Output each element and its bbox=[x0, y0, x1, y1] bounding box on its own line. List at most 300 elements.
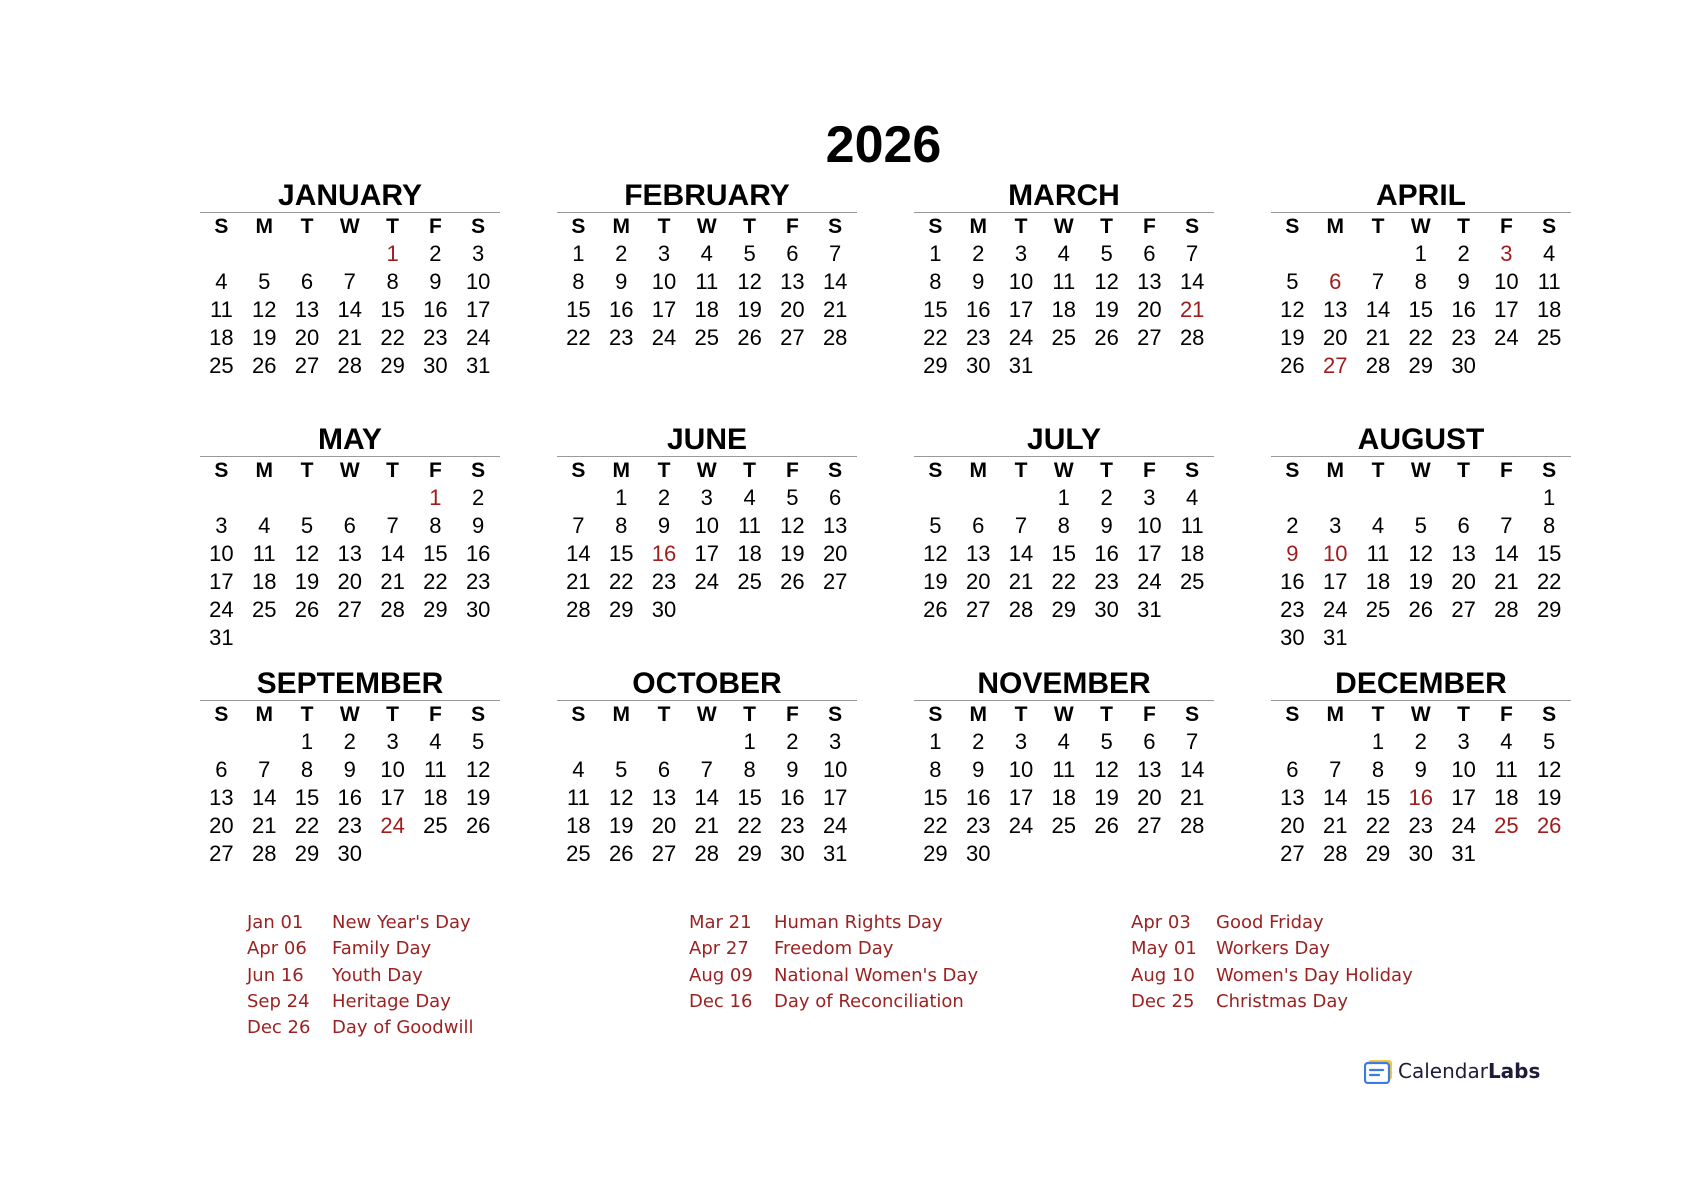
day-cell: 24 bbox=[1451, 813, 1476, 838]
day-cell: 30 bbox=[1280, 625, 1305, 650]
month-title: AUGUST bbox=[1357, 423, 1485, 456]
day-cell: 5 bbox=[1100, 729, 1113, 754]
weekday-header-row bbox=[200, 213, 500, 240]
day-cell: 17 bbox=[380, 785, 405, 810]
holiday-name: Heritage Day bbox=[332, 990, 451, 1012]
day-cell: 10 bbox=[1137, 513, 1162, 538]
week-row bbox=[1271, 624, 1571, 652]
week-row bbox=[200, 324, 500, 352]
week-row bbox=[200, 268, 500, 296]
week-row bbox=[200, 568, 500, 596]
day-cell: 13 bbox=[822, 513, 848, 538]
day-cell: 20 bbox=[965, 569, 991, 594]
weekday-header: M bbox=[255, 703, 273, 726]
weekday-header: M bbox=[612, 459, 630, 482]
day-cell: 6 bbox=[1143, 241, 1156, 266]
day-cell: 1 bbox=[929, 729, 942, 754]
empty-day bbox=[1042, 352, 1085, 380]
day-cell: 3 bbox=[1329, 513, 1342, 538]
empty-day bbox=[200, 728, 243, 756]
day-cell: 15 bbox=[608, 541, 634, 566]
week-row bbox=[200, 484, 500, 512]
day-cell: 3 bbox=[1143, 485, 1156, 510]
day-cell: 18 bbox=[566, 813, 591, 838]
weekday-header: W bbox=[1410, 459, 1431, 482]
weekday-header-row bbox=[914, 701, 1214, 728]
day-cell: 13 bbox=[209, 785, 234, 810]
day-cell: 22 bbox=[608, 569, 634, 594]
holiday-row bbox=[247, 1015, 473, 1041]
day-cell: 12 bbox=[737, 269, 762, 294]
day-cell: 22 bbox=[923, 325, 948, 350]
day-cell: 8 bbox=[1414, 269, 1427, 294]
empty-day bbox=[200, 484, 243, 512]
day-cell: 6 bbox=[657, 757, 671, 782]
week-row bbox=[914, 812, 1214, 840]
day-cell: 29 bbox=[294, 841, 320, 866]
weekday-header: T bbox=[1014, 703, 1028, 726]
day-cell: 4 bbox=[572, 757, 585, 782]
holiday-name: Youth Day bbox=[332, 964, 423, 986]
weekday-header: W bbox=[696, 459, 717, 482]
week-row bbox=[557, 324, 857, 352]
weekday-header: S bbox=[571, 215, 586, 238]
day-cell: 22 bbox=[1408, 325, 1434, 350]
day-cell: 19 bbox=[251, 325, 277, 350]
weekday-header-row bbox=[914, 213, 1214, 240]
day-cell: 17 bbox=[651, 297, 677, 322]
day-cell: 29 bbox=[737, 841, 762, 866]
day-cell: 5 bbox=[472, 729, 485, 754]
month-july bbox=[914, 424, 1214, 624]
day-cell: 20 bbox=[294, 325, 320, 350]
weekday-header: T bbox=[300, 459, 314, 482]
holiday-name: Family Day bbox=[332, 938, 432, 960]
week-row bbox=[557, 240, 857, 268]
day-cell: 14 bbox=[1179, 757, 1205, 782]
day-cell: 30 bbox=[423, 353, 448, 378]
day-cell: 9 bbox=[972, 757, 985, 782]
day-cell: 10 bbox=[694, 513, 720, 538]
weekday-header: M bbox=[969, 215, 987, 238]
weekday-header: T bbox=[657, 215, 671, 238]
week-row bbox=[200, 540, 500, 568]
day-cell: 4 bbox=[1186, 485, 1199, 510]
day-cell: 18 bbox=[694, 297, 720, 322]
day-cell: 14 bbox=[380, 541, 405, 566]
day-cell: 3 bbox=[1014, 729, 1028, 754]
day-cell: 25 bbox=[1179, 569, 1205, 594]
day-cell: 23 bbox=[1094, 569, 1119, 594]
day-cell: 1 bbox=[1371, 729, 1385, 754]
day-cell: 29 bbox=[923, 841, 948, 866]
day-cell: 16 bbox=[1094, 541, 1119, 566]
weekday-header: F bbox=[1142, 459, 1156, 482]
day-cell: 8 bbox=[1543, 513, 1556, 538]
day-cell: 11 bbox=[1537, 269, 1561, 294]
week-row bbox=[557, 512, 857, 540]
day-cell: 1 bbox=[1543, 485, 1556, 510]
day-cell: 28 bbox=[1494, 597, 1519, 622]
day-cell: 21 bbox=[380, 569, 405, 594]
day-cell: 19 bbox=[1280, 325, 1305, 350]
day-cell: 4 bbox=[700, 241, 713, 266]
day-cell: 2 bbox=[972, 241, 985, 266]
weekday-header: S bbox=[828, 459, 843, 482]
day-cell: 21 bbox=[1008, 569, 1034, 594]
day-cell: 14 bbox=[251, 785, 277, 810]
weekday-header: S bbox=[1285, 459, 1300, 482]
empty-day bbox=[1271, 484, 1314, 512]
empty-day bbox=[600, 728, 643, 756]
weekday-header: F bbox=[1142, 215, 1156, 238]
day-cell: 29 bbox=[423, 597, 448, 622]
day-cell: 17 bbox=[209, 569, 234, 594]
day-cell: 19 bbox=[780, 541, 805, 566]
empty-day bbox=[1085, 352, 1128, 380]
weekday-header: M bbox=[1326, 703, 1344, 726]
weekday-header: S bbox=[214, 215, 229, 238]
day-cell: 2 bbox=[972, 729, 985, 754]
weekday-header: M bbox=[612, 703, 630, 726]
day-cell: 26 bbox=[923, 597, 948, 622]
week-row bbox=[914, 324, 1214, 352]
day-cell: 14 bbox=[1179, 269, 1205, 294]
week-row bbox=[557, 840, 857, 868]
holiday-row bbox=[1131, 910, 1413, 936]
day-cell: 8 bbox=[386, 269, 399, 294]
week-row bbox=[1271, 540, 1571, 568]
day-cell: 11 bbox=[1052, 757, 1076, 782]
day-cell: 8 bbox=[572, 269, 585, 294]
day-cell: 5 bbox=[300, 513, 314, 538]
day-cell: 7 bbox=[343, 269, 356, 294]
day-cell: 13 bbox=[1137, 757, 1162, 782]
day-cell: 27 bbox=[651, 841, 677, 866]
day-cell: 15 bbox=[423, 541, 448, 566]
day-cell: 20 bbox=[1322, 325, 1348, 350]
empty-day bbox=[243, 484, 286, 512]
weekday-header: T bbox=[1100, 459, 1113, 482]
weekday-header: F bbox=[1499, 215, 1513, 238]
weekday-header: M bbox=[1326, 459, 1344, 482]
week-row bbox=[557, 728, 857, 756]
weekday-header-row bbox=[200, 701, 500, 728]
weekday-header-row bbox=[1271, 457, 1571, 484]
day-cell: 24 bbox=[380, 813, 405, 838]
day-cell: 4 bbox=[1543, 241, 1556, 266]
empty-day bbox=[1357, 240, 1400, 268]
day-cell: 30 bbox=[780, 841, 805, 866]
empty-day bbox=[1000, 840, 1043, 868]
day-cell: 24 bbox=[1322, 597, 1348, 622]
day-cell: 16 bbox=[1280, 569, 1305, 594]
day-cell: 24 bbox=[1137, 569, 1162, 594]
day-cell: 10 bbox=[822, 757, 848, 782]
holiday-row bbox=[1131, 936, 1413, 962]
weekday-header: M bbox=[255, 459, 273, 482]
day-cell: 1 bbox=[429, 485, 442, 510]
day-cell: 18 bbox=[251, 569, 277, 594]
day-cell: 17 bbox=[1494, 297, 1519, 322]
weekday-header: W bbox=[696, 703, 717, 726]
day-cell: 5 bbox=[929, 513, 942, 538]
day-cell: 28 bbox=[337, 353, 363, 378]
weekday-header: T bbox=[1457, 459, 1470, 482]
holiday-row bbox=[247, 936, 473, 962]
day-cell: 23 bbox=[337, 813, 363, 838]
day-cell: 11 bbox=[1494, 757, 1518, 782]
empty-day bbox=[1528, 624, 1571, 652]
day-cell: 28 bbox=[251, 841, 277, 866]
day-cell: 20 bbox=[780, 297, 805, 322]
month-april bbox=[1271, 180, 1571, 380]
day-cell: 9 bbox=[615, 269, 628, 294]
weekday-header: M bbox=[969, 459, 987, 482]
weekday-header-row bbox=[1271, 213, 1571, 240]
weekday-header: S bbox=[828, 215, 843, 238]
day-cell: 20 bbox=[1451, 569, 1476, 594]
day-cell: 22 bbox=[1051, 569, 1077, 594]
month-title: OCTOBER bbox=[632, 667, 782, 700]
day-cell: 20 bbox=[1280, 813, 1305, 838]
empty-day bbox=[1085, 840, 1128, 868]
empty-day bbox=[1171, 352, 1214, 380]
day-cell: 21 bbox=[337, 325, 363, 350]
weekday-header: T bbox=[1371, 703, 1385, 726]
holiday-date: Dec 25 bbox=[1131, 990, 1195, 1012]
day-cell: 31 bbox=[822, 841, 848, 866]
day-cell: 15 bbox=[1051, 541, 1077, 566]
day-cell: 19 bbox=[1408, 569, 1434, 594]
day-cell: 13 bbox=[1451, 541, 1476, 566]
day-cell: 2 bbox=[429, 241, 442, 266]
day-cell: 11 bbox=[566, 785, 590, 810]
week-row bbox=[914, 596, 1214, 624]
empty-day bbox=[1485, 352, 1528, 380]
empty-day bbox=[643, 728, 686, 756]
weekday-header: S bbox=[1542, 459, 1557, 482]
weekday-header: S bbox=[828, 703, 843, 726]
day-cell: 25 bbox=[1536, 325, 1562, 350]
day-cell: 26 bbox=[251, 353, 277, 378]
day-cell: 18 bbox=[1179, 541, 1205, 566]
day-cell: 26 bbox=[1280, 353, 1305, 378]
empty-day bbox=[814, 596, 857, 624]
weekday-header: W bbox=[1053, 459, 1074, 482]
weekday-header: S bbox=[571, 703, 586, 726]
weekday-header: M bbox=[612, 215, 630, 238]
day-cell: 15 bbox=[380, 297, 405, 322]
empty-day bbox=[1357, 484, 1400, 512]
day-cell: 1 bbox=[929, 241, 942, 266]
empty-day bbox=[1485, 840, 1528, 868]
week-row bbox=[1271, 352, 1571, 380]
week-row bbox=[200, 840, 500, 868]
week-row bbox=[1271, 512, 1571, 540]
month-september bbox=[200, 668, 500, 868]
day-cell: 25 bbox=[1051, 325, 1077, 350]
holiday-name: Day of Reconciliation bbox=[774, 990, 964, 1012]
empty-day bbox=[414, 840, 457, 868]
day-cell: 5 bbox=[786, 485, 799, 510]
day-cell: 25 bbox=[209, 353, 234, 378]
week-row bbox=[557, 268, 857, 296]
day-cell: 4 bbox=[1057, 241, 1070, 266]
weekday-header: W bbox=[339, 459, 360, 482]
day-cell: 2 bbox=[1414, 729, 1427, 754]
weekday-header: S bbox=[928, 459, 943, 482]
weekday-header: W bbox=[1053, 703, 1074, 726]
weekday-header-row bbox=[557, 701, 857, 728]
day-cell: 15 bbox=[1365, 785, 1391, 810]
empty-day bbox=[1357, 624, 1400, 652]
day-cell: 14 bbox=[1008, 541, 1034, 566]
empty-day bbox=[371, 484, 414, 512]
day-cell: 29 bbox=[1365, 841, 1391, 866]
holiday-column bbox=[1131, 910, 1413, 1015]
weekday-header-row bbox=[557, 457, 857, 484]
day-cell: 21 bbox=[251, 813, 277, 838]
day-cell: 19 bbox=[1094, 297, 1119, 322]
day-cell: 19 bbox=[1094, 785, 1119, 810]
day-cell: 14 bbox=[566, 541, 591, 566]
day-cell: 9 bbox=[1457, 269, 1470, 294]
weekday-header: T bbox=[1100, 215, 1113, 238]
day-cell: 20 bbox=[1137, 785, 1162, 810]
day-cell: 21 bbox=[822, 297, 848, 322]
month-title: MARCH bbox=[1008, 179, 1120, 212]
week-row bbox=[914, 540, 1214, 568]
holiday-date: Jun 16 bbox=[247, 964, 304, 986]
empty-day bbox=[685, 596, 728, 624]
day-cell: 6 bbox=[786, 241, 799, 266]
weekday-header: T bbox=[743, 703, 756, 726]
day-cell: 23 bbox=[965, 325, 991, 350]
week-row bbox=[914, 268, 1214, 296]
calendarlabs-logo bbox=[1364, 1058, 1540, 1084]
day-cell: 11 bbox=[209, 297, 233, 322]
week-row bbox=[557, 484, 857, 512]
day-cell: 25 bbox=[423, 813, 448, 838]
weekday-header: T bbox=[1100, 703, 1113, 726]
day-cell: 22 bbox=[380, 325, 405, 350]
day-cell: 2 bbox=[1457, 241, 1470, 266]
day-cell: 29 bbox=[1536, 597, 1562, 622]
day-cell: 31 bbox=[1137, 597, 1162, 622]
weekday-header: M bbox=[969, 703, 987, 726]
weekday-header: W bbox=[1410, 215, 1431, 238]
day-cell: 27 bbox=[780, 325, 805, 350]
day-cell: 1 bbox=[1414, 241, 1427, 266]
week-row bbox=[200, 756, 500, 784]
week-row bbox=[1271, 596, 1571, 624]
day-cell: 14 bbox=[694, 785, 720, 810]
day-cell: 7 bbox=[1371, 269, 1385, 294]
weekday-header-row bbox=[200, 457, 500, 484]
day-cell: 6 bbox=[972, 513, 985, 538]
day-cell: 30 bbox=[1451, 353, 1476, 378]
day-cell: 28 bbox=[1365, 353, 1391, 378]
day-cell: 21 bbox=[566, 569, 591, 594]
day-cell: 15 bbox=[1536, 541, 1562, 566]
holiday-name: Workers Day bbox=[1216, 938, 1331, 960]
weekday-header: S bbox=[1285, 703, 1300, 726]
day-cell: 26 bbox=[1408, 597, 1434, 622]
day-cell: 13 bbox=[1280, 785, 1305, 810]
day-cell: 12 bbox=[1536, 757, 1562, 782]
weekday-header: F bbox=[785, 459, 799, 482]
day-cell: 3 bbox=[472, 241, 485, 266]
month-may bbox=[200, 424, 500, 652]
day-cell: 19 bbox=[737, 297, 762, 322]
day-cell: 2 bbox=[472, 485, 485, 510]
empty-day bbox=[371, 840, 414, 868]
weekday-header: T bbox=[300, 215, 314, 238]
day-cell: 2 bbox=[1100, 485, 1113, 510]
day-cell: 3 bbox=[657, 241, 671, 266]
week-row bbox=[557, 812, 857, 840]
day-cell: 6 bbox=[300, 269, 314, 294]
empty-day bbox=[557, 728, 600, 756]
day-cell: 29 bbox=[608, 597, 634, 622]
month-february bbox=[557, 180, 857, 352]
day-cell: 23 bbox=[651, 569, 677, 594]
holiday-name: New Year's Day bbox=[332, 912, 471, 933]
empty-day bbox=[728, 596, 771, 624]
day-cell: 10 bbox=[1494, 269, 1519, 294]
day-cell: 14 bbox=[822, 269, 848, 294]
weekday-header: M bbox=[255, 215, 273, 238]
day-cell: 17 bbox=[694, 541, 720, 566]
week-row bbox=[1271, 784, 1571, 812]
week-row bbox=[1271, 324, 1571, 352]
day-cell: 18 bbox=[209, 325, 234, 350]
day-cell: 7 bbox=[1014, 513, 1028, 538]
day-cell: 22 bbox=[423, 569, 448, 594]
month-title: NOVEMBER bbox=[977, 667, 1151, 700]
day-cell: 2 bbox=[615, 241, 628, 266]
week-row bbox=[914, 512, 1214, 540]
day-cell: 17 bbox=[1451, 785, 1476, 810]
day-cell: 12 bbox=[780, 513, 805, 538]
day-cell: 7 bbox=[1186, 729, 1199, 754]
day-cell: 4 bbox=[1057, 729, 1070, 754]
empty-day bbox=[1271, 728, 1314, 756]
weekday-header: S bbox=[214, 459, 229, 482]
weekday-header: T bbox=[1014, 459, 1028, 482]
empty-day bbox=[286, 240, 329, 268]
weekday-header: S bbox=[1542, 215, 1557, 238]
day-cell: 19 bbox=[608, 813, 634, 838]
day-cell: 23 bbox=[780, 813, 805, 838]
day-cell: 16 bbox=[965, 297, 991, 322]
week-row bbox=[200, 728, 500, 756]
weekday-header: S bbox=[471, 703, 486, 726]
day-cell: 8 bbox=[300, 757, 314, 782]
day-cell: 20 bbox=[822, 541, 848, 566]
weekday-header: T bbox=[657, 703, 671, 726]
day-cell: 11 bbox=[423, 757, 447, 782]
week-row bbox=[200, 240, 500, 268]
day-cell: 16 bbox=[651, 541, 677, 566]
day-cell: 23 bbox=[1408, 813, 1434, 838]
day-cell: 12 bbox=[608, 785, 634, 810]
day-cell: 1 bbox=[615, 485, 628, 510]
day-cell: 13 bbox=[651, 785, 677, 810]
week-row bbox=[557, 784, 857, 812]
day-cell: 29 bbox=[923, 353, 948, 378]
